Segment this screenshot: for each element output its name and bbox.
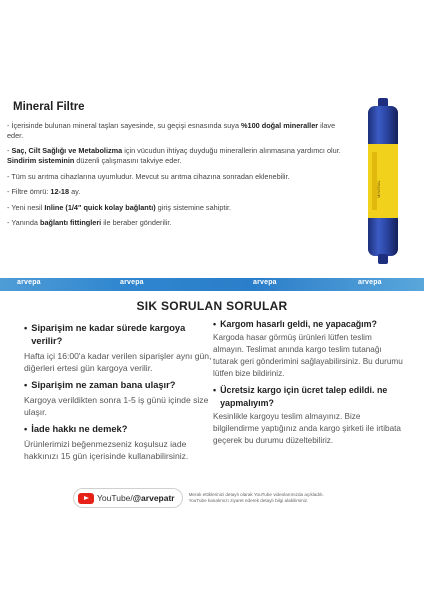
youtube-banner[interactable] — [73, 485, 351, 511]
product-section — [0, 0, 424, 278]
feature-item: - Yanında bağlantı fittingleri ile beraber gönderilir. — [7, 218, 172, 228]
faq-answer: Ürünlerimizi beğenmezseniz koşulsuz iade hakkınızı 15 gün içerisinde kullanabilirsiniz. — [24, 438, 189, 462]
faq-title: SIK SORULAN SORULAR — [136, 299, 288, 313]
faq-answer: Kargoya verildikten sonra 1-5 iş günü içinde size ulaşır. — [24, 394, 209, 418]
faq-question: • Kargom hasarlı geldi, ne yapacağım? — [213, 319, 377, 329]
brand-label: arvepa — [253, 279, 277, 286]
youtube-note: Merak ettiklerinizi detaylı olarak YouTube videolarımızda açıkladık. YouTube kanalımızı ziyaret ederek detaylı bilgi alabilirsiniz. — [188, 491, 324, 503]
feature-item: - İçerisinde bulunan mineral taşları sayesinde, su geçişi esnasında suya %100 doğal mineraller ilave eder. — [7, 121, 336, 140]
brand-label: arvepa — [120, 279, 144, 286]
feature-list — [7, 121, 352, 234]
brand-label: arvepa — [17, 279, 41, 286]
brand-label: arvepa — [358, 279, 382, 286]
faq-question: • İade hakkı ne demek? — [24, 423, 128, 434]
faq-column-right — [213, 318, 403, 451]
youtube-channel-link[interactable] — [73, 488, 183, 508]
product-title: Mineral Filtre — [13, 101, 85, 113]
faq-answer: Kargoda hasar görmüş ürünleri lütfen teslim almayın. Teslimat anında kargo teslim tutanağı tutarak geri gönderimini sağlayabilirsiniz. Bu durumu lütfen bize bildiriniz. — [213, 333, 403, 379]
faq-answer: Kesinlikle kargoyu teslim almayınız. Bize bilgilendirme yaptığınız anda kargo şirketi ile irtibata geçerek bu durumu düzeltebiliriz. — [213, 411, 401, 445]
faq-question: • Siparişim ne zaman bana ulaşır? — [24, 379, 176, 390]
feature-item: - Yeni nesil Inline (1/4" quick kolay bağlantı) giriş sistemine sahiptir. — [7, 202, 232, 212]
mineral-filter-image — [354, 98, 414, 266]
feature-item: - Filtre ömrü: 12-18 ay. — [7, 187, 81, 197]
feature-item: - Saç, Cilt Sağlığı ve Metabolizma için vücudun ihtiyaç duyduğu minerallerin alınmasına yardımcı olur. Sindirim sisteminin düzenli çalışmasını takviye eder. — [7, 146, 341, 165]
youtube-handle: YouTube/@arvepatr — [97, 493, 175, 503]
faq-question: • Siparişim ne kadar sürede kargoya verilir? — [24, 323, 186, 347]
brand-band — [0, 278, 424, 291]
feature-item: - Tüm su arıtma cihazlarına uyumludur. Mevcut su arıtma cihazına sonradan eklenebilir. — [7, 171, 290, 181]
faq-column-left — [24, 322, 212, 467]
youtube-icon — [78, 493, 94, 504]
faq-question: • Ücretsiz kargo için ücret talep edildi. ne yapmalıyım? — [213, 385, 388, 408]
faq-answer: Hafta içi 16:00'a kadar verilen siparişler aynı gün, diğerleri ertesi gün kargoya verilir. — [24, 351, 212, 374]
filter-label: MINERAL — [376, 180, 381, 198]
